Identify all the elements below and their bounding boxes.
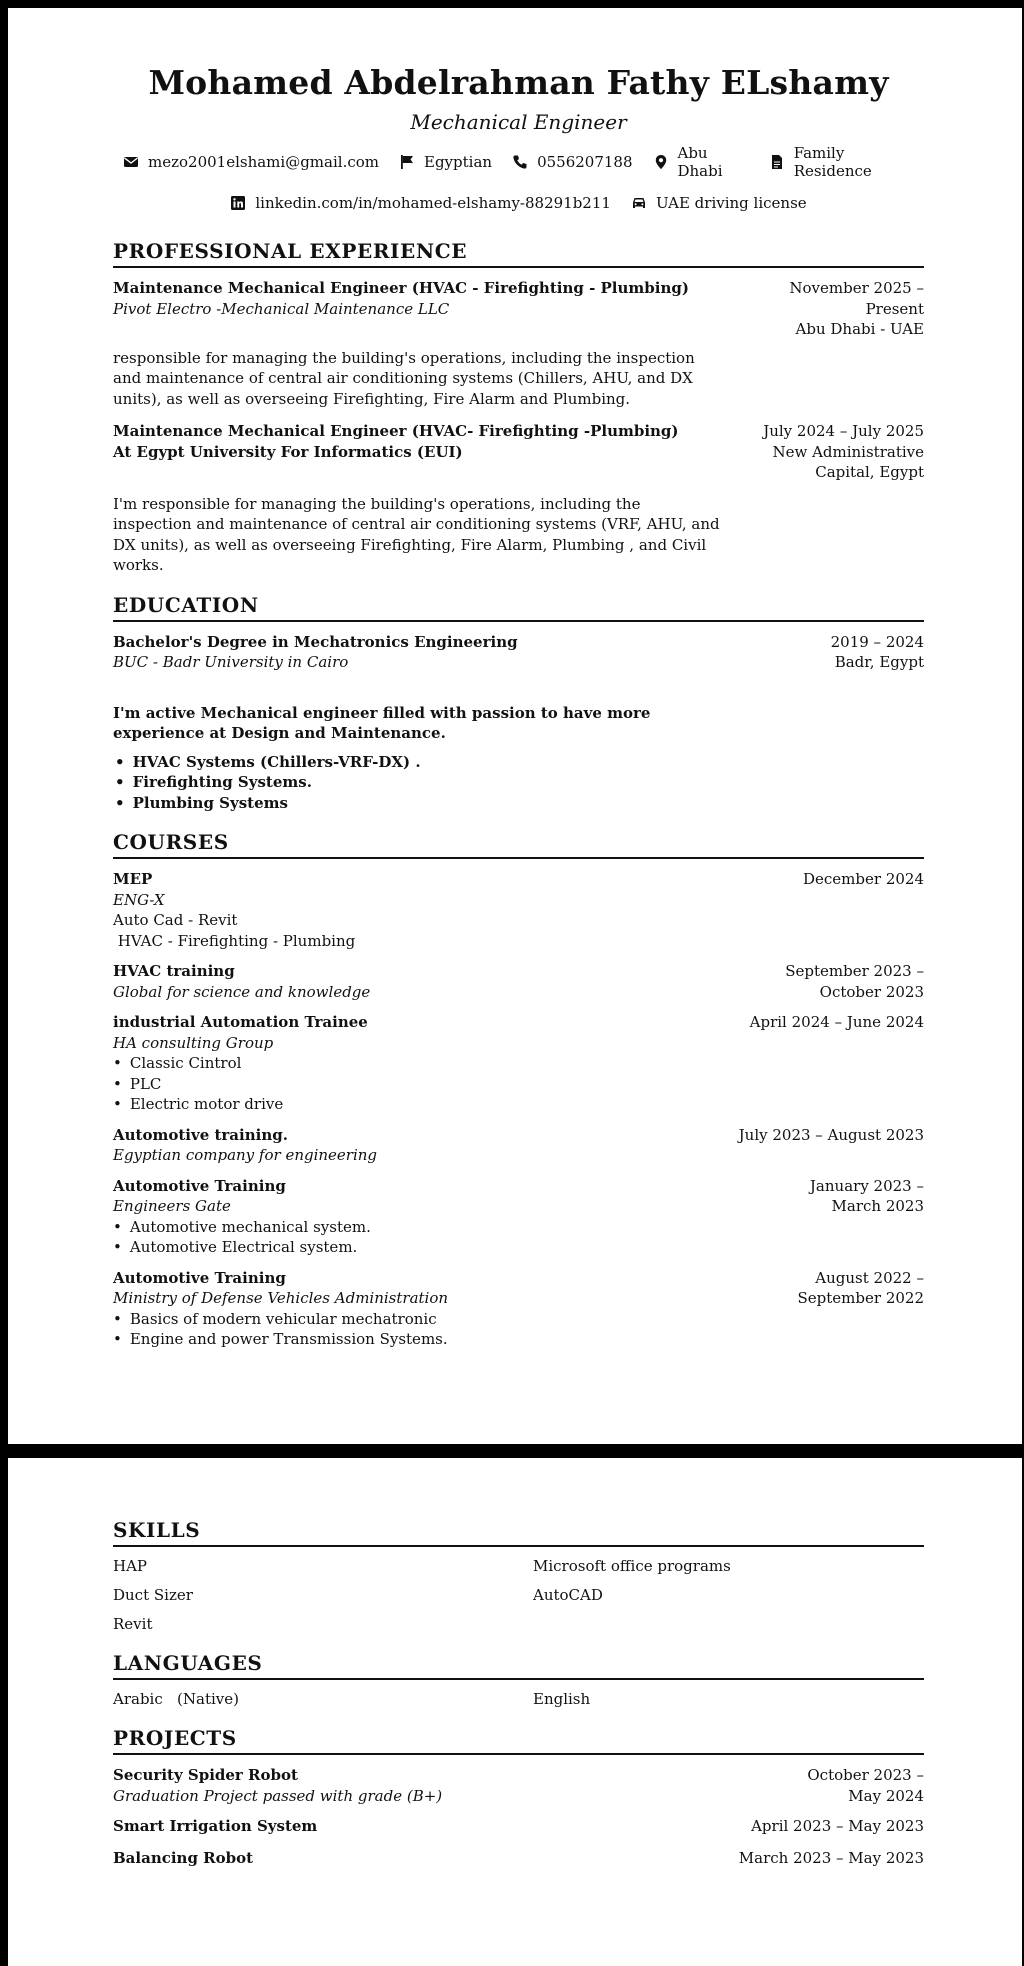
project-name: Security Spider Robot <box>113 1766 298 1784</box>
languages-grid <box>113 1690 924 1708</box>
course-bullets <box>113 1053 726 1115</box>
experience-description: responsible for managing the building's operations, including the inspection and maintenance of central air conditioning systems (Chillers, AHU, and DX units), as well as overseeing Firefighting, Fire Alarm and Plumbing. <box>113 348 695 408</box>
list-item: • Electric motor drive <box>113 1094 726 1115</box>
section-title-skills: SKILLS <box>113 1518 924 1547</box>
contact-text: Abu Dhabi <box>677 144 723 180</box>
course-org: Egyptian company for engineering <box>113 1146 378 1164</box>
contact-license <box>631 194 807 212</box>
experience-entry <box>113 421 924 483</box>
course-date: December 2024 <box>803 870 924 888</box>
course-bullets <box>113 1309 726 1350</box>
course-entry <box>113 1125 924 1166</box>
section-title-languages: LANGUAGES <box>113 1651 924 1680</box>
course-date: April 2024 – June 2024 <box>749 1013 924 1031</box>
language-item: English <box>533 1690 591 1708</box>
experience-role: Maintenance Mechanical Engineer (HVAC- Firefighting -Plumbing) <box>113 422 679 440</box>
project-name: Smart Irrigation System <box>113 1817 318 1835</box>
list-item: • Firefighting Systems. <box>115 772 924 793</box>
course-entry <box>113 869 924 951</box>
course-org: HA consulting Group <box>113 1033 274 1052</box>
contact-text: UAE driving license <box>655 194 807 212</box>
linkedin-icon <box>230 195 246 211</box>
list-item: • Classic Cintrol <box>113 1053 726 1074</box>
experience-company: At Egypt University For Informatics (EUI) <box>113 442 463 461</box>
list-item: • PLC <box>113 1074 726 1095</box>
course-entry <box>113 1176 924 1258</box>
course-date: January 2023 – March 2023 <box>809 1176 924 1215</box>
contact-nationality <box>399 153 492 171</box>
project-date: October 2023 – May 2024 <box>807 1766 924 1805</box>
contact-text: mezo2001elshami@gmail.com <box>148 153 379 171</box>
education-school: BUC - Badr University in Cairo <box>113 653 349 671</box>
contact-row-1 <box>113 144 924 180</box>
course-date: September 2023 – October 2023 <box>785 962 924 1001</box>
experience-entry <box>113 278 924 340</box>
course-line: Auto Cad - Revit <box>113 911 238 929</box>
project-entry <box>113 1765 924 1806</box>
list-item: • Plumbing Systems <box>115 793 924 814</box>
project-entry <box>113 1848 924 1869</box>
course-org: ENG-X <box>113 890 165 909</box>
contact-text: Egyptian <box>424 153 493 171</box>
education-location: Badr, Egypt <box>834 653 924 671</box>
contact-row-2 <box>113 194 924 212</box>
course-line: HVAC - Firefighting - Plumbing <box>113 931 356 950</box>
project-description: Graduation Project passed with grade (B+) <box>113 1786 443 1805</box>
document-icon <box>769 154 785 170</box>
list-item: • HVAC Systems (Chillers-VRF-DX) . <box>115 752 924 773</box>
education-degree: Bachelor's Degree in Mechatronics Engineering <box>113 632 518 651</box>
flag-icon <box>399 154 415 170</box>
course-entry <box>113 1268 924 1350</box>
car-icon <box>631 195 647 211</box>
course-name: HVAC training <box>113 962 235 980</box>
course-org: Global for science and knowledge <box>113 982 371 1001</box>
course-org: Ministry of Defense Vehicles Administration <box>113 1289 449 1307</box>
course-name: MEP <box>113 870 153 888</box>
education-highlights <box>113 752 924 814</box>
contact-text: Family Residence <box>793 144 872 180</box>
project-date: April 2023 – May 2023 <box>751 1817 924 1835</box>
course-name: industrial Automation Trainee <box>113 1013 368 1031</box>
section-title-experience: PROFESSIONAL EXPERIENCE <box>113 239 924 268</box>
experience-date: November 2025 – Present <box>789 279 924 318</box>
contact-text: linkedin.com/in/mohamed-elshamy-88291b211 <box>255 194 611 212</box>
section-title-courses: COURSES <box>113 830 924 859</box>
course-name: Automotive Training <box>113 1268 286 1287</box>
skill-item: HAP <box>113 1557 148 1575</box>
envelope-icon <box>123 154 139 170</box>
education-entry <box>113 632 924 673</box>
course-entry <box>113 961 924 1002</box>
skill-item: Duct Sizer <box>113 1586 193 1604</box>
experience-date: July 2024 – July 2025 <box>763 422 924 440</box>
course-date: August 2022 – September 2022 <box>797 1268 924 1307</box>
course-bullets <box>113 1217 726 1258</box>
phone-icon <box>512 154 528 170</box>
project-date: March 2023 – May 2023 <box>738 1848 924 1867</box>
resume-page-2 <box>8 1458 1022 1966</box>
language-item: Arabic (Native) <box>113 1690 239 1708</box>
job-title: Mechanical Engineer <box>410 110 627 134</box>
section-title-education: EDUCATION <box>113 593 924 622</box>
experience-location: New Administrative Capital, Egypt <box>772 442 924 481</box>
project-entry <box>113 1816 924 1837</box>
experience-role: Maintenance Mechanical Engineer (HVAC - Firefighting - Plumbing) <box>113 279 689 297</box>
experience-location: Abu Dhabi - UAE <box>795 320 924 338</box>
skill-item: Microsoft office programs <box>533 1557 731 1575</box>
course-name: Automotive training. <box>113 1125 288 1144</box>
skill-item: AutoCAD <box>533 1586 603 1604</box>
list-item: • Automotive mechanical system. <box>113 1217 726 1238</box>
course-entry <box>113 1012 924 1115</box>
contact-email[interactable] <box>123 153 379 171</box>
education-date: 2019 – 2024 <box>830 632 924 651</box>
contact-location <box>653 144 749 180</box>
resume-page-1 <box>8 8 1022 1444</box>
list-item: • Automotive Electrical system. <box>113 1237 726 1258</box>
section-title-projects: PROJECTS <box>113 1726 924 1755</box>
course-name: Automotive Training <box>113 1176 286 1195</box>
course-org: Engineers Gate <box>113 1197 231 1215</box>
resume-name: Mohamed Abdelrahman Fathy ELshamy <box>148 63 889 102</box>
contact-residence <box>769 144 914 180</box>
skills-grid <box>113 1557 924 1633</box>
experience-company: Pivot Electro -Mechanical Maintenance LLC <box>113 299 450 318</box>
list-item: • Engine and power Transmission Systems. <box>113 1329 726 1350</box>
skill-item: Revit <box>113 1615 153 1633</box>
list-item: • Basics of modern vehicular mechatronic <box>113 1309 726 1330</box>
contact-phone[interactable] <box>512 153 632 171</box>
location-pin-icon <box>653 154 669 170</box>
course-date: July 2023 – August 2023 <box>738 1125 924 1144</box>
experience-description: I'm responsible for managing the building's operations, including the inspection and maintenance of central air conditioning systems (VRF, AHU, and DX units), as well as overseeing Firefighting, Fire Alarm, Plumbing , and Civil works. <box>113 494 720 574</box>
project-name: Balancing Robot <box>113 1848 254 1867</box>
contact-text: 0556207188 <box>537 153 633 171</box>
education-summary: I'm active Mechanical engineer filled with passion to have more experience at Design and Maintenance. <box>113 703 651 742</box>
contact-linkedin[interactable] <box>230 194 611 212</box>
